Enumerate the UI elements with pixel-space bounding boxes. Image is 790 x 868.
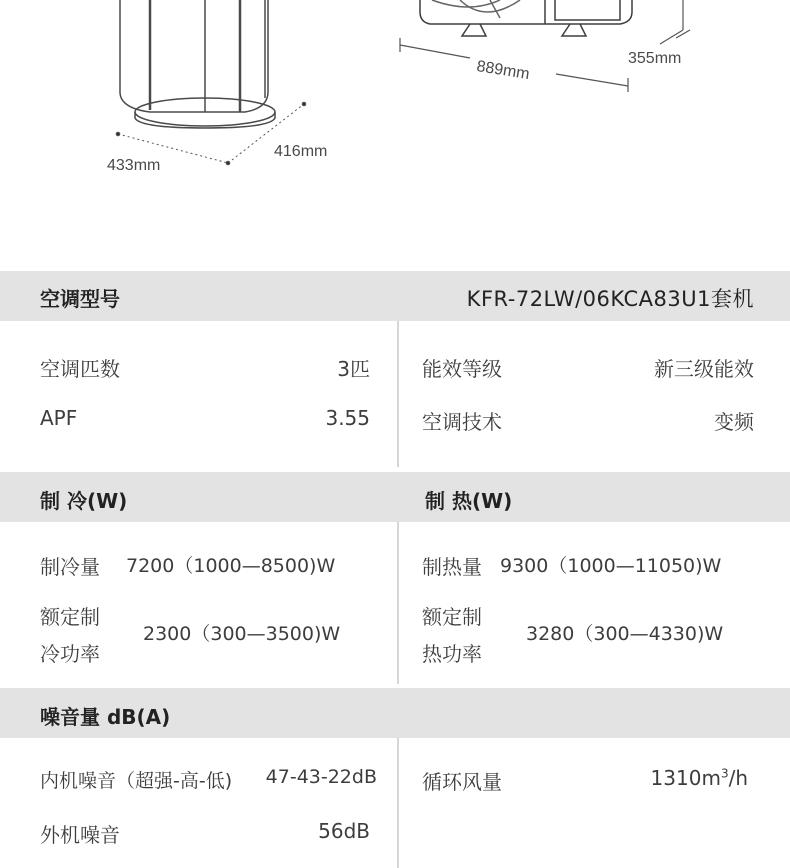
heating-power-value: 3280（300—4330)W [526, 623, 724, 645]
cooling-power-value: 2300（300—3500)W [143, 623, 341, 645]
column-divider [397, 522, 399, 684]
cooling-power-label-line1: 额定制 [40, 605, 100, 629]
energy-label: 能效等级 [422, 357, 502, 381]
noise-header-bar [0, 688, 790, 738]
column-divider [397, 321, 399, 467]
indoor-depth-dimension: 433mm [107, 157, 161, 174]
noise-title: 噪音量 dB(A) [40, 705, 171, 729]
heating-title: 制 热(W) [425, 489, 513, 513]
hp-label: 空调匹数 [40, 357, 120, 381]
cooling-capacity-value: 7200（1000—8500)W [126, 555, 336, 577]
model-label: 空调型号 [40, 287, 120, 311]
model-value: KFR-72LW/06KCA83U1套机 [466, 287, 754, 311]
model-header-bar [0, 271, 790, 321]
indoor-noise-label: 内机噪音（超强-高-低) [40, 770, 233, 792]
heating-power-label-line2: 热功率 [422, 642, 482, 666]
outdoor-noise-value: 56dB [318, 819, 370, 843]
cooling-title: 制 冷(W) [40, 489, 128, 513]
outdoor-noise-label: 外机噪音 [40, 823, 120, 847]
tech-label: 空调技术 [422, 410, 502, 434]
airflow-label: 循环风量 [422, 770, 502, 794]
heating-power-label-line1: 额定制 [422, 605, 482, 629]
apf-label: APF [40, 406, 78, 430]
hp-value: 3匹 [337, 357, 370, 381]
cooling-power-label-line2: 冷功率 [40, 642, 100, 666]
heating-capacity-label: 制热量 [422, 555, 482, 579]
indoor-unit-outline [120, 0, 275, 128]
apf-value: 3.55 [325, 406, 370, 430]
cooling-capacity-label: 制冷量 [40, 555, 100, 579]
outdoor-unit-outline [420, 0, 632, 36]
energy-value: 新三级能效 [654, 357, 754, 381]
column-divider [397, 738, 399, 868]
indoor-width-dimension: 416mm [274, 143, 328, 160]
outdoor-width-dimension: 889mm [475, 58, 531, 84]
heating-capacity-value: 9300（1000—11050)W [500, 555, 722, 577]
airflow-value: $1310m^3/h$ [650, 766, 748, 790]
product-dimension-drawing [0, 0, 790, 270]
outdoor-depth-dimension: 355mm [628, 50, 682, 67]
tech-value: 变频 [714, 410, 754, 434]
indoor-noise-value: 47-43-22dB [265, 766, 377, 788]
cooling-heating-header-bar [0, 472, 790, 522]
